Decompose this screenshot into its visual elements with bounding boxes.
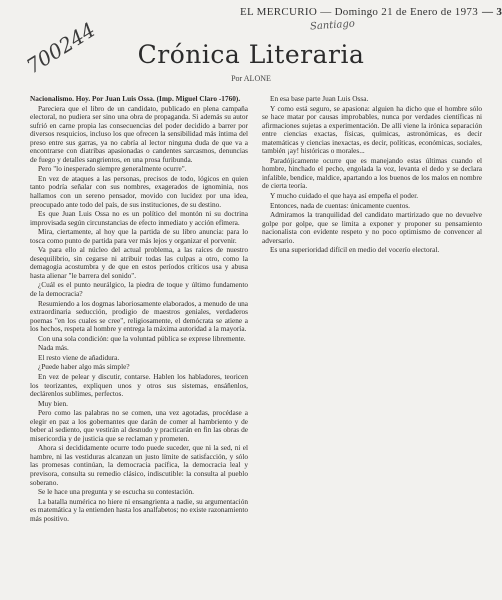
article-paragraph: Se le hace una pregunta y se escucha su contestación. [38,487,195,497]
article-paragraph: Y como está seguro, se apasiona: alguien ha dicho que el hombre sólo se hace matar por causas improbables, nunca por verdades científicas ni afirmaciones sujetas a experimentación. De allí viene la irónica separación entre ciencias exactas, físicas, químicas, astronómicas, es decir matemáticas y ciencias inexactas, es decir, políticas, económicas, sociales, también ¡ay! históricas o morales... [262,103,482,156]
right-column [262,95,482,256]
article-paragraph: En esa base parte Juan Luis Ossa. [270,94,369,103]
article-paragraph: ¿Cuál es el punto neurálgico, la piedra de toque y último fundamento de la democracia? [30,280,248,299]
handwritten-catalog-number: 700244 [22,17,100,79]
book-citation: Nacionalismo. Hoy. Por Juan Luis Ossa. (Imp. Miguel Claro -1760). [30,94,241,103]
masthead-paper: EL MERCURIO [240,6,318,18]
article-paragraph: La batalla numérica no hiere ni ensangrienta a nadie, su argumentación es matemática y la entienden hasta los analfabetos; no existe razonamiento más positivo. [30,496,249,523]
article-paragraph: Muy bien. [38,398,68,408]
article-paragraph: Pero "lo inesperado siempre generalmente ocurre". [38,164,187,174]
article-paragraph: Va para ello al núcleo del actual problema, a las raíces de nuestro desequilibrio, sin cegarse ni atribuir todas las culpas a otro, como la demagogia acostumbra y de que en estos períodos críticos usa y abusa hasta alienar "le barrera del sonido". [30,245,248,280]
article-paragraph: Ahora si decididamente ocurre todo puede suceder, que ni la sed, ni el hambre, ni las vestiduras alcanzan un justo límite de satisfacción, y sólo las promesas continúan, la democracia pacífica, la democracia leal y previsora, consulta su remedio clásico, indiscutible: la consulta al pueblo soberano. [30,443,248,487]
article-paragraph: Es que Juan Luis Ossa no es un político del montón ni su doctrina improvisada según circunstancias de efecto inmediato y acción efímera. [30,209,248,227]
article-title: Crónica Literaria [137,40,365,69]
article-paragraph: Y mucho cuidado el que haya así empeña el poder. [270,191,419,201]
left-column [30,95,248,524]
article-paragraph [30,95,248,104]
article-paragraph: Pareciera que el libro de un candidato, publicado en plena campaña electoral, no pudiera ser sino una obra de propaganda. Si además su autor sufrió en carne propia las consecuencias del poder decidido a barrer por diversos resquicios, incluso los que ofrecen la sensibilidad más íntima del preso entre sus garras, ya no cabría al lector ninguna duda de que va a encontrarse con diatribas apasionadas o candentes sarcasmos, denuncias de fuego y detalles sangrientos, en una prosa furibunda. [30,103,248,164]
handwritten-city-note: Santiago [309,18,356,33]
article-paragraph: Nada más. [38,343,69,353]
article-paragraph: En vez de ataques a las personas, precisos de todo, lógicos en quien tanto podría señalar con sus nombres, exagerados de ignominia, nos hallamos con un sereno pensador, movido con lucidez por una idea, preocupado ante todo del país, de sus instituciones, de su destino. [30,173,248,209]
article-paragraph: Admiramos la tranquilidad del candidato martirizado que no devuelve golpe por golpe, que se limita a exponer y proponer su pensamiento nacionalista con evidente respeto y no poco optimismo de convencer al adversario. [262,210,482,245]
article-paragraph: Paradójicamente ocurre que es manejando estas últimas cuando el hombre, hinchado el pecho, engolada la voz, levanta el dedo y se declara infalible, bendice, maldice, apartando a los buenos de los malos en nombre de cierta teoría. [262,155,482,191]
article-paragraph: Con una sola condición: que la voluntad pública se exprese libremente. [38,333,246,343]
article-paragraph: El resto viene de añadidura. [38,352,120,362]
article-paragraph: ¿Puede haber algo más simple? [38,362,130,372]
article-paragraph: En vez de pelear y discutir, contarse. Hablen los habladores, teoricen los teorizantes, expliquen unos y otros sus sistemas, ensáñenlos, declárenlos sublimes, perfectos. [30,371,248,399]
article-byline: Por ALONE [231,74,271,83]
article-paragraph: Entonces, nada de cuentas: únicamente cuentos. [270,200,411,210]
article-paragraph: Resumiendo a los dogmas laboriosamente elaborados, a menudo de una extraordinaria seducción, prodigio de maestros geniales, verdaderos poemas "en los cuales se cree", religiosamente, el demócrata se atiene a los hechos, respeta al hombre y entrega la máxima autoridad a la mayoría. [30,298,248,334]
masthead-separator: — [317,6,335,18]
article-paragraph: Es una superioridad difícil en medio del vocerío electoral. [270,245,440,255]
masthead [240,6,502,18]
article-paragraph: Pero como las palabras no se comen, una vez agotadas, procédase a elegir en paz a los gobernantes que darán de comer al hambriento y de beber al sediento, que vestirán al desnudo y practicarán en fin las obras de misericordia y de justicia que se reclaman y prometen. [30,408,248,443]
masthead-page: — 3 [482,6,502,18]
masthead-date: Domingo 21 de Enero de 1973 [334,6,478,18]
article-paragraph: Mira, ciertamente, al hoy que la partida de su libro anuncia: para lo tosca como punto de partida para ver más lejos y organizar el porvenir. [30,227,248,245]
